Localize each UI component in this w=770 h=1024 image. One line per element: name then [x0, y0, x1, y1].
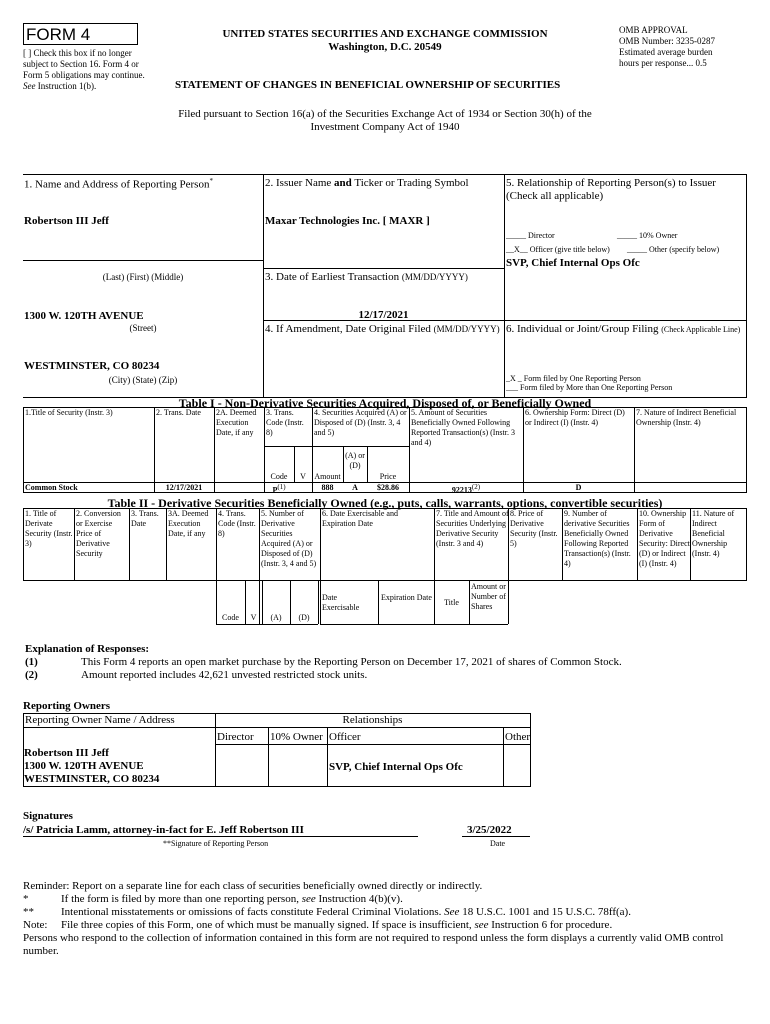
issuer-name: Maxar Technologies Inc. [ MAXR ] [265, 215, 430, 227]
filing-one-person: _X _ Form filed by One Reporting Person [506, 374, 641, 383]
t1-row-amount: 888 [321, 483, 334, 492]
owners-col-director: Director [217, 731, 254, 743]
t2-col-number: 5. Number of Derivative Securities Acquired (A) or Disposed of (D) (Instr. 3, 4 and 5) [261, 509, 317, 568]
t2-sub-exercisable: Date Exercisable [322, 593, 360, 612]
t2-col-nature: 11. Nature of Indirect Beneficial Ownership (Instr. 4) [692, 509, 735, 558]
reporting-person-street: 1300 W. 120TH AVENUE [24, 310, 144, 322]
t1-row-form: D [575, 483, 582, 492]
form-title-box [23, 23, 138, 45]
relationship-director: _____ Director [506, 231, 555, 240]
explanation-text-1: This Form 4 reports an open market purchase by the Reporting Person on December 17, 2021 of shares of Common Stock. [81, 656, 622, 668]
signature-label: **Signature of Reporting Person [163, 839, 269, 848]
agency-name: UNITED STATES SECURITIES AND EXCHANGE COMMISSION [222, 28, 548, 40]
t1-row-owned: 92213$^{(2)}$ [451, 483, 481, 495]
relationship-ten-pct: _____ 10% Owner [617, 231, 678, 240]
table2-title: Table II - Derivative Securities Beneficially Owned (e.g., puts, calls, warrants, options, convertible securities) [107, 496, 663, 510]
footer-persons: Persons who respond to the collection of information contained in this form are not required to respond unless the form displays a currently valid OMB control number. [23, 932, 724, 957]
officer-title: SVP, Chief Internal Ops Ofc [506, 257, 640, 269]
owner-officer-title: SVP, Chief Internal Ops Ofc [329, 761, 463, 773]
owners-col-relationships: Relationships [342, 714, 403, 726]
t2-sub-code: Code [222, 613, 239, 622]
owner-name: Robertson III Jeff [24, 747, 109, 759]
footer-star-1: * [23, 893, 29, 905]
footer-note-1: If the form is filed by more than one reporting person, see Instruction 4(b)(v). [61, 893, 403, 905]
t1-col-code: 3. Trans. Code (Instr. 8) [266, 408, 304, 437]
t2-sub-d: (D) [298, 613, 310, 622]
t1-sub-price: Price [379, 472, 397, 481]
box5-label: 5. Relationship of Reporting Person(s) to Issuer (Check all applicable) [506, 177, 716, 202]
box2-label: 2. Issuer Name and Ticker or Trading Symbol [265, 177, 469, 189]
t2-col-form: 10. Ownership Form of Derivative Security: Direct (D) or Indirect (I) (Instr. 4) [639, 509, 690, 568]
relationship-officer: __X__ Officer (give title below) [506, 245, 610, 254]
t2-col-date: 3. Trans. Date [131, 509, 159, 528]
t2-sub-v: V [250, 613, 257, 622]
owner-street: 1300 W. 120TH AVENUE [24, 760, 144, 772]
t1-col-nature: 7. Nature of Indirect Beneficial Ownership (Instr. 4) [636, 408, 737, 427]
box6-label: 6. Individual or Joint/Group Filing (Check Applicable Line) [506, 323, 741, 335]
signature-text: /s/ Patricia Lamm, attorney-in-fact for E. Jeff Robertson III [23, 824, 304, 836]
earliest-transaction-date: 12/17/2021 [358, 309, 409, 321]
t1-sub-code: Code [270, 472, 288, 481]
t1-row-date: 12/17/2021 [165, 483, 203, 492]
t2-col-conversion: 2. Conversion or Exercise Price of Derivative Security [76, 509, 121, 558]
owners-heading: Reporting Owners [23, 700, 111, 712]
street-label: (Street) [129, 323, 157, 333]
footer-note-2: Intentional misstatements or omissions of facts constitute Federal Criminal Violations. See 18 U.S.C. 1001 and 15 U.S.C. 78ff(a). [61, 906, 631, 918]
footer-note-label: Note: [23, 919, 48, 931]
t1-col-title: 1.Title of Security (Instr. 3) [25, 408, 113, 417]
t2-col-owned: 9. Number of derivative Securities Beneficially Owned Following Reported Transaction(s) (Instr. 4) [564, 509, 631, 568]
agency-city: Washington, D.C. 20549 [328, 41, 442, 53]
t1-col-owned: 5. Amount of Securities Beneficially Owned Following Reported Transaction(s) (Instr. 3 and 4) [411, 408, 515, 447]
name-parts-label: (Last) (First) (Middle) [102, 272, 184, 282]
t2-sub-expiration: Expiration Date [381, 593, 432, 602]
t2-sub-a: (A) [270, 613, 282, 622]
filing-more-persons: ___ Form filed by More than One Reporting Person [506, 383, 673, 392]
checkbox-notice-text: [ ] Check this box if no longer subject to Section 16. Form 4 or Form 5 obligations may continue. [23, 48, 145, 80]
filed-pursuant-1: Filed pursuant to Section 16(a) of the Securities Exchange Act of 1934 or Section 30(h) of the [178, 108, 592, 120]
footer-star-2: ** [23, 906, 34, 918]
explanation-number-1: (1) [25, 656, 38, 668]
owners-col-officer: Officer [329, 731, 361, 743]
explanation-number-2: (2) [25, 669, 38, 681]
signatures-heading: Signatures [23, 810, 73, 822]
explanation-text-2: Amount reported includes 42,621 unvested restricted stock units. [81, 669, 368, 681]
box3-label: 3. Date of Earliest Transaction (MM/DD/YYYY) [265, 271, 468, 283]
t1-col-deemed: 2A. Deemed Execution Date, if any [216, 408, 257, 437]
checkbox-notice: [ ] Check this box if no longer subject to Section 16. Form 4 or Form 5 obligations may continue. See Instruction 1(b). [23, 48, 145, 91]
owners-col-other: Other [505, 731, 531, 743]
t1-row-aord: A [352, 483, 358, 492]
t1-col-form: 6. Ownership Form: Direct (D) or Indirect (I) (Instr. 4) [525, 408, 625, 427]
owners-col-name: Reporting Owner Name / Address [25, 714, 175, 726]
t2-col-deemed: 3A. Deemed Execution Date, if any [168, 509, 209, 538]
t2-col-price: 8. Price of Derivative Security (Instr. 5) [510, 509, 558, 548]
relationship-other: _____ Other (specify below) [627, 245, 720, 254]
t2-sub-amount: Amount or Number of Shares [471, 582, 506, 611]
table1-title: Table I - Non-Derivative Securities Acquired, Disposed of, or Beneficially Owned [178, 396, 592, 410]
footer-note-3: File three copies of this Form, one of which must be manually signed. If space is insufficient, see Instruction 6 for procedure. [61, 919, 613, 931]
t2-col-title: 1. Title of Derivate Security (Instr. 3) [25, 509, 73, 548]
form-title: FORM 4 [26, 25, 91, 44]
t1-sub-amount: Amount [314, 472, 341, 481]
explanation-heading: Explanation of Responses: [25, 643, 150, 655]
t1-row-price: $28.86 [377, 483, 399, 492]
t2-col-exercisable: 6. Date Exercisable and Expiration Date [322, 509, 398, 528]
t2-col-underlying: 7. Title and Amount of Securities Underlying Derivative Security (Instr. 3 and 4) [436, 509, 509, 548]
owner-city: WESTMINSTER, CO 80234 [24, 773, 160, 785]
box4-label: 4. If Amendment, Date Original Filed (MM/DD/YYYY) [265, 323, 500, 335]
reporting-person-city: WESTMINSTER, CO 80234 [24, 360, 160, 372]
statement-title: STATEMENT OF CHANGES IN BENEFICIAL OWNERSHIP OF SECURITIES [175, 79, 561, 91]
filed-pursuant-2: Investment Company Act of 1940 [310, 121, 460, 133]
box1-label: 1. Name and Address of Reporting Person* [24, 177, 213, 191]
signature-date-label: Date [490, 839, 506, 848]
t1-row-security: Common Stock [25, 483, 78, 492]
t2-col-code: 4. Trans. Code (Instr. 8) [218, 509, 256, 538]
omb-approval: OMB APPROVAL OMB Number: 3235-0287 Estimated average burden hours per response... 0.5 [619, 25, 715, 68]
t1-col-acquired: 4. Securities Acquired (A) or Disposed of (D) (Instr. 3, 4 and 5) [314, 408, 407, 437]
t1-row-code: $P^{(1)}$ [272, 483, 286, 495]
t2-sub-title: Title [444, 598, 459, 607]
footer-reminder: Reminder: Report on a separate line for each class of securities beneficially owned directly or indirectly. [23, 880, 483, 892]
t1-col-date: 2. Trans. Date [156, 408, 201, 417]
t1-sub-aord: (A) or (D) [345, 451, 365, 470]
t1-sub-v: V [300, 472, 306, 481]
signature-date: 3/25/2022 [467, 824, 512, 836]
owners-col-ten: 10% Owner [270, 731, 323, 743]
reporting-person-name: Robertson III Jeff [24, 215, 109, 227]
city-label: (City) (State) (Zip) [108, 375, 178, 385]
